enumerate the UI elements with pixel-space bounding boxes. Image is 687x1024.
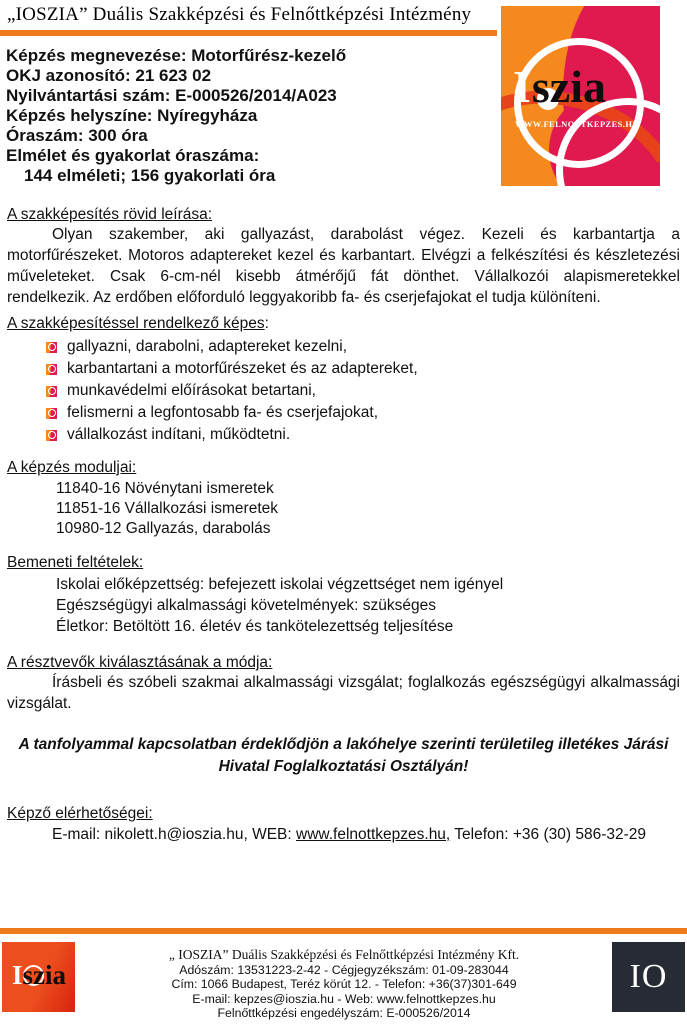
footer-web-line: E-mail: kepzes@ioszia.hu - Web: www.felnottkepzes.hu — [192, 991, 496, 1006]
footer-logo-wordmark: Iszia — [12, 960, 67, 990]
contact-email-text: E-mail: nikolett.h@ioszia.hu, WEB: — [52, 826, 297, 843]
list-item: gallyazni, darabolni, adaptereket kezelni, — [7, 336, 680, 358]
list-item: 11840-16 Növénytani ismeretek — [56, 480, 274, 497]
ioszia-bullet-icon — [46, 364, 57, 375]
list-item: karbantartani a motorfűrészeket és az adaptereket, — [7, 358, 680, 380]
ioszia-bullet-icon — [46, 342, 57, 353]
list-item: 11851-16 Vállalkozási ismeretek — [56, 500, 278, 517]
course-okj-id: OKJ azonosító: 21 623 02 — [6, 66, 212, 85]
section-entry-requirements — [7, 554, 680, 637]
footer-company-name: „ IOSZIA” Duális Szakképzési és Felnőttképzési Intézmény Kft. — [168, 947, 520, 962]
logo-letter-i: I — [513, 61, 531, 112]
section-modules — [7, 459, 680, 539]
short-description-paragraph: Olyan szakember, aki gallyazást, darabolást végez. Kezeli és karbantartja a motorfűrészeket. Motoros adaptereket kezel és karbantart. Elvégzi a felkészítési és készletezési műveleteket. Csak 6-cm-nél kisebb átmérőjű fát dönthet. Vállalkozói alapismeretekkel rendelkezik. Az erdőben előforduló leggyakoribb fa- és cserjefajokat el tudja különíteni. — [7, 226, 680, 306]
entry-requirements-heading: Bemeneti feltételek: — [7, 554, 144, 571]
footer-tax-line: Adószám: 13531223-2-42 - Cégjegyzékszám: 01-09-283044 — [179, 962, 509, 977]
modules-list — [7, 479, 680, 539]
participant-selection-paragraph: Írásbeli és szóbeli szakmai alkalmassági vizsgálat; foglalkozás egészségügyi alkalmassági vizsgálat. — [7, 674, 680, 712]
contact-phone-text: Telefon: +36 (30) 586-32-29 — [450, 826, 647, 843]
contact-line — [7, 824, 680, 845]
section-capabilities — [7, 315, 680, 446]
page-title: „IOSZIA” Duális Szakképzési és Felnőttképzési Intézmény — [7, 4, 472, 25]
contact-heading: Képző elérhetőségei: — [7, 805, 153, 822]
list-item: munkavédelmi előírásokat betartani, — [7, 380, 680, 402]
ioszia-logo — [501, 6, 660, 186]
website-link[interactable]: www.felnottkepzes.hu, — [296, 826, 451, 843]
logo-wordmark — [513, 61, 607, 112]
logo-letters-szia: szia — [531, 61, 607, 112]
course-hours: Óraszám: 300 óra — [6, 126, 148, 145]
footer-io-monogram: IO — [629, 958, 668, 995]
course-location: Képzés helyszíne: Nyíregyháza — [6, 106, 258, 125]
section-short-description — [7, 206, 680, 308]
section-participant-selection — [7, 654, 680, 714]
participant-selection-heading: A résztvevők kiválasztásának a módja: — [7, 654, 273, 671]
main-content — [7, 206, 680, 845]
course-info-block — [6, 46, 486, 186]
logo-website-text: WWW.FELNOTTKEPZES.HU — [515, 119, 639, 129]
course-name: Képzés megnevezése: Motorfűrész-kezelő — [6, 46, 347, 65]
list-item: 10980-12 Gallyazás, darabolás — [56, 520, 271, 537]
footer-address-line: Cím: 1066 Budapest, Teréz körút 12. - Telefon: +36(37)301-649 — [171, 977, 517, 992]
course-hours-split-label: Elmélet és gyakorlat óraszáma: — [6, 146, 260, 165]
entry-requirements-list — [7, 574, 680, 637]
job-office-notice: A tanfolyammal kapcsolatban érdeklődjön a lakóhelye szerinti területileg illetékes Járási Hivatal Foglalkoztatási Osztályán! — [18, 736, 669, 775]
footer-ioszia-logo — [2, 942, 75, 1012]
footer-divider — [0, 928, 687, 934]
capabilities-heading: A szakképesítéssel rendelkező képes: — [7, 315, 269, 332]
section-contact — [7, 805, 680, 845]
short-description-heading: A szakképesítés rövid leírása: — [7, 206, 213, 223]
ioszia-bullet-icon — [46, 386, 57, 397]
list-item: Életkor: Betöltött 16. életév és tankötelezettség teljesítése — [56, 618, 454, 635]
course-hours-split-value: 144 elméleti; 156 gyakorlati óra — [24, 166, 276, 185]
list-item: felismerni a legfontosabb fa- és cserjefajokat, — [7, 402, 680, 424]
modules-heading: A képzés moduljai: — [7, 459, 137, 476]
capabilities-list — [7, 336, 680, 446]
list-item: vállalkozást indítani, működtetni. — [7, 424, 680, 446]
list-item: Iskolai előképzettség: befejezett iskolai végzettséget nem igényel — [56, 576, 504, 593]
footer-permit-line: Felnőttképzési engedélyszám: E-000526/2014 — [217, 1006, 471, 1021]
footer-io-logo — [612, 942, 685, 1012]
list-item: Egészségügyi alkalmassági követelmények: szükséges — [56, 597, 436, 614]
header-divider — [0, 30, 497, 36]
course-registration-number: Nyilvántartási szám: E-000526/2014/A023 — [6, 86, 337, 105]
ioszia-bullet-icon — [46, 430, 57, 441]
ioszia-bullet-icon — [46, 408, 57, 419]
footer-text-block — [80, 948, 608, 1021]
